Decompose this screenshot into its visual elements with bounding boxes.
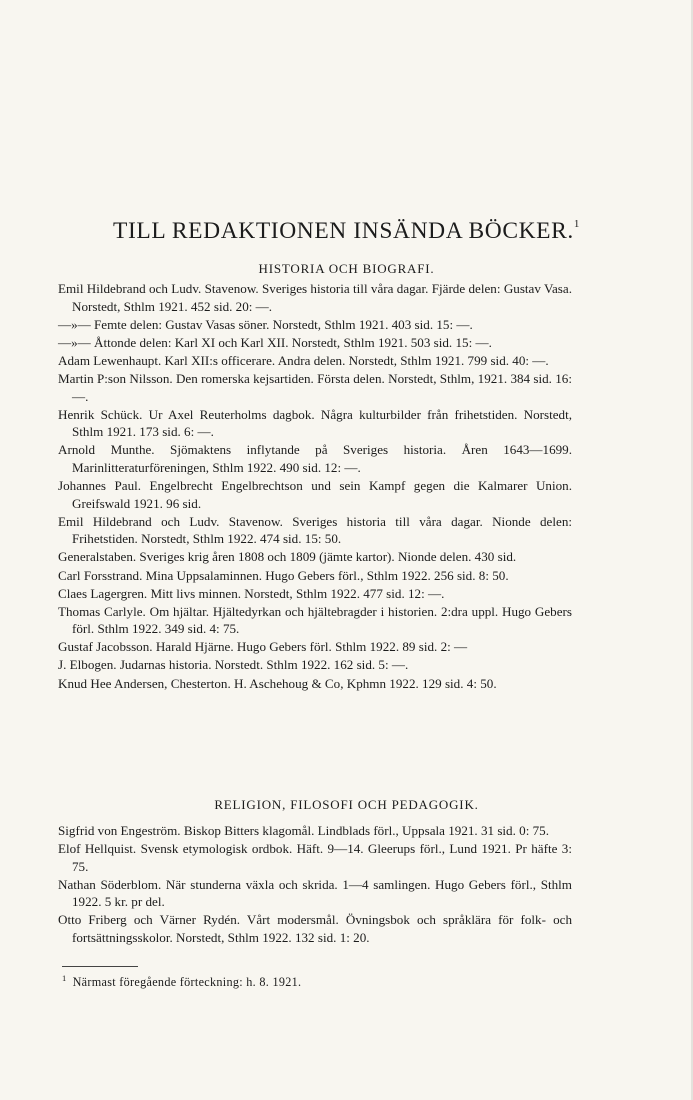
footnote-mark: 1 <box>62 973 67 983</box>
book-entry: Carl Forsstrand. Mina Uppsalaminnen. Hugo Gebers förl., Sthlm 1922. 256 sid. 8: 50. <box>58 567 509 583</box>
footnote <box>62 973 301 990</box>
book-entry: Thomas Carlyle. Om hjältar. Hjältedyrkan och hjältebragder i historien. 2:dra uppl. Hugo Gebers förl. Sthlm 1922. 349 sid. 4: 75. <box>58 603 572 637</box>
section-heading-religion: RELIGION, FILOSOFI OCH PEDAGOGIK. <box>214 797 479 812</box>
book-entry: Claes Lagergren. Mitt livs minnen. Norstedt, Sthlm 1922. 477 sid. 12: —. <box>58 585 445 601</box>
book-entry: Sigfrid von Engeström. Biskop Bitters klagomål. Lindblads förl., Uppsala 1921. 31 sid. 0: 75. <box>58 823 549 838</box>
footnote-text: Närmast föregående förteckning: h. 8. 1921. <box>72 975 302 989</box>
book-entry: Otto Friberg och Värner Rydén. Vårt modersmål. Övningsbok och språklära för folk- och fortsättningsskolor. Norstedt, Sthlm 1922. 132 sid. 1: 20. <box>58 912 572 946</box>
book-entry: Martin P:son Nilsson. Den romerska kejsartiden. Första delen. Norstedt, Sthlm, 1921. 384 sid. 16: —. <box>58 370 572 404</box>
page-title <box>0 218 693 245</box>
book-entry: Generalstaben. Sveriges krig åren 1808 och 1809 (jämte kartor). Nionde delen. 430 sid. <box>58 549 517 565</box>
book-entry: —»— Åttonde delen: Karl XI och Karl XII. Norstedt, Sthlm 1921. 503 sid. 15: —. <box>58 334 492 350</box>
book-entry: Nathan Söderblom. När stunderna växla och skrida. 1—4 samlingen. Hugo Gebers förl., Sthlm 1922. 5 kr. pr del. <box>58 876 572 910</box>
book-entry: Henrik Schück. Ur Axel Reuterholms dagbok. Några kulturbilder från frihetstiden. Norstedt, Sthlm 1921. 173 sid. 6: —. <box>58 406 572 440</box>
book-entry: Gustaf Jacobsson. Harald Hjärne. Hugo Gebers förl. Sthlm 1922. 89 sid. 2: — <box>58 639 468 655</box>
section-heading-history: HISTORIA OCH BIOGRAFI. <box>258 261 435 276</box>
footnote-divider <box>62 966 138 967</box>
book-entry: Adam Lewenhaupt. Karl XII:s officerare. Andra delen. Norstedt, Sthlm 1921. 799 sid. 40: —. <box>58 352 549 368</box>
book-entry: Johannes Paul. Engelbrecht Engelbrechtson und sein Kampf gegen die Kalmarer Union. Greifswald 1921. 96 sid. <box>58 478 572 511</box>
book-entry: Emil Hildebrand och Ludv. Stavenow. Sveriges historia till våra dagar. Nionde delen: Frihetstiden. Norstedt, Sthlm 1922. 474 sid. 15: 50. <box>58 513 572 547</box>
book-entry: —»— Femte delen: Gustav Vasas söner. Norstedt, Sthlm 1921. 403 sid. 15: —. <box>58 316 473 332</box>
title-footnote-mark: 1 <box>573 218 580 230</box>
religion-entries <box>58 822 572 947</box>
history-entries <box>58 280 572 693</box>
book-entry: Emil Hildebrand och Ludv. Stavenow. Sveriges historia till våra dagar. Fjärde delen: Gustav Vasa. Norstedt, Sthlm 1921. 452 sid. 20: —. <box>58 281 572 314</box>
book-entry: Arnold Munthe. Sjömaktens inflytande på Sveriges historia. Åren 1643—1699. Marinlitteraturföreningen, Sthlm 1922. 490 sid. 12: —. <box>58 442 572 475</box>
book-entry: Knud Hee Andersen, Chesterton. H. Aschehoug & Co, Kphmn 1922. 129 sid. 4: 50. <box>58 675 497 691</box>
page-title-text: TILL REDAKTIONEN INSÄNDA BÖCKER. <box>113 218 574 244</box>
book-entry: J. Elbogen. Judarnas historia. Norstedt. Sthlm 1922. 162 sid. 5: —. <box>58 657 409 673</box>
book-entry: Elof Hellquist. Svensk etymologisk ordbok. Häft. 9—14. Gleerups förl., Lund 1921. Pr häfte 3: 75. <box>58 841 572 874</box>
